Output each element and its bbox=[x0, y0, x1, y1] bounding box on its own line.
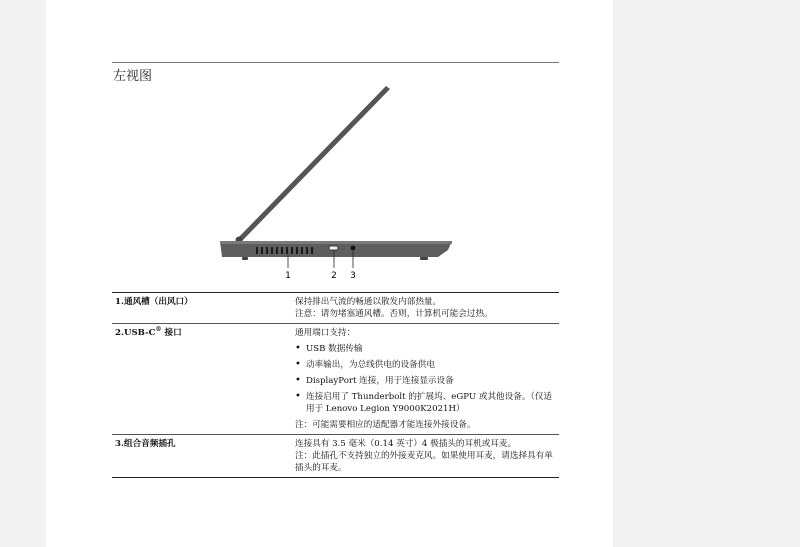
row-desc-line: 注意：请勿堵塞通风槽。否则，计算机可能会过热。 bbox=[295, 309, 493, 319]
usb-c-port bbox=[329, 246, 338, 250]
callout-3: 3 bbox=[350, 271, 356, 281]
laptop-left-view-figure bbox=[200, 80, 470, 285]
row-desc bbox=[295, 324, 559, 434]
row-desc bbox=[295, 293, 559, 323]
row-desc-line: 连接具有 3.5 毫米（0.14 英寸）4 极插头的耳机或耳麦。 bbox=[295, 439, 517, 449]
row-note: 注：可能需要相应的适配器才能连接外接设备。 bbox=[295, 420, 476, 430]
viewer-left-margin bbox=[0, 0, 46, 547]
list-item: • 动率输出，为总线供电的设备供电 bbox=[295, 359, 555, 371]
row-name: 2.USB-C® 接口 bbox=[115, 326, 182, 338]
table-row bbox=[112, 324, 559, 435]
callout-2: 2 bbox=[331, 271, 337, 281]
spec-table bbox=[112, 292, 559, 478]
row-desc-line: 保持排出气流的畅通以散发内部热量。 bbox=[295, 297, 442, 307]
section-rule bbox=[112, 62, 559, 63]
laptop-lid bbox=[236, 86, 390, 242]
list-item: • DisplayPort 连接，用于连接显示设备 bbox=[295, 375, 555, 387]
list-item: • 连接启用了 Thunderbolt 的扩展坞、eGPU 或其他设备。（仅适用于 Lenovo Legion Y9000K2021H） bbox=[295, 391, 555, 415]
list-item: • USB 数据传输 bbox=[295, 343, 555, 355]
row-desc-line: 注：此插孔不支持独立的外接麦克风。如果使用耳麦，请选择具有单插头的耳麦。 bbox=[295, 451, 553, 473]
section-title: 左视图 bbox=[113, 69, 153, 84]
callout-1: 1 bbox=[285, 271, 291, 281]
table-row bbox=[112, 293, 559, 324]
row-desc bbox=[295, 435, 559, 477]
row-intro: 通用端口支持： bbox=[295, 328, 356, 338]
viewer-right-margin bbox=[613, 0, 800, 547]
audio-jack bbox=[351, 246, 356, 251]
bullet-list bbox=[295, 343, 555, 415]
row-name: 3.组合音频插孔 bbox=[115, 439, 176, 449]
table-row bbox=[112, 435, 559, 477]
row-name: 1.通风槽（出风口） bbox=[115, 297, 193, 307]
